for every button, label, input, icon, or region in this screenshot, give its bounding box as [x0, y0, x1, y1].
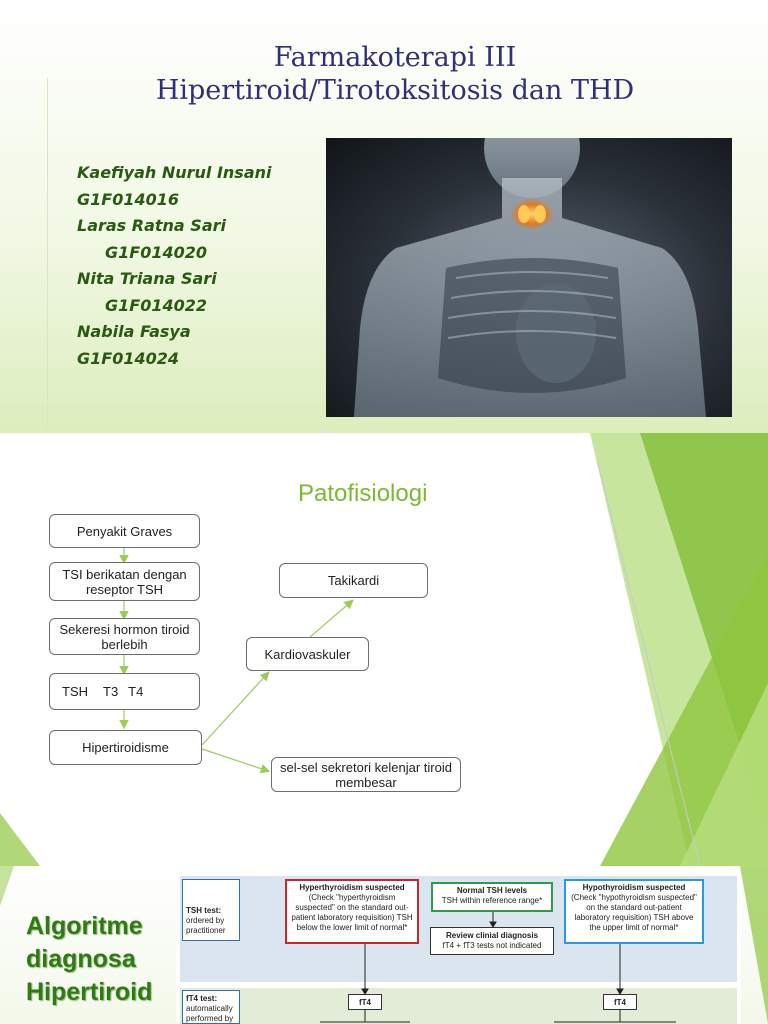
- label-t4: T4: [128, 684, 144, 699]
- slide-title: Patofisiologi: [298, 480, 428, 507]
- tsh-test-bold: TSH test:: [186, 906, 222, 915]
- ft4-test-desc: automatically performed by: [186, 1004, 234, 1023]
- hyper-body: (Check "hyperthyroidism suspected" on the standard out-patient laboratory requisition) TSH below the lower limit of normal*: [291, 893, 413, 932]
- tsh-test-desc: ordered by practitioner: [186, 916, 226, 935]
- algorithm-flowchart: [176, 874, 741, 1024]
- hypo-title: Hypothyroidism suspected: [582, 883, 686, 892]
- box-penyakit-graves: Penyakit Graves: [49, 514, 200, 548]
- author-id: G1F014024: [77, 348, 179, 368]
- box-sekeresi-hormon: Sekeresi hormon tiroid berlebih: [49, 618, 200, 655]
- author-id: G1F014016: [77, 189, 179, 209]
- decorative-line: [47, 78, 48, 428]
- box-sel-sekretori: sel-sel sekretori kelenjar tiroid membesar: [271, 757, 461, 792]
- box-kardiovaskuler: Kardiovaskuler: [246, 637, 369, 671]
- ft4-right-box: fT4: [603, 994, 637, 1010]
- author-id: G1F014020: [105, 242, 207, 262]
- box-takikardi: Takikardi: [279, 563, 428, 598]
- box-tsi-berikatan: TSI berikatan dengan reseptor TSH: [49, 562, 200, 601]
- author-name: Laras Ratna Sari: [77, 216, 226, 235]
- label-tsh: TSH: [62, 684, 88, 699]
- slide-title: [26, 910, 152, 1009]
- hyper-title: Hyperthyroidism suspected: [299, 883, 405, 892]
- algorithm-connectors: [176, 874, 741, 1024]
- normal-body: TSH within reference range*: [441, 896, 543, 905]
- label-t3: T3: [103, 684, 119, 699]
- author-name: Kaefiyah Nurul Insani: [77, 163, 272, 182]
- review-body: fT4 + fT3 tests not indicated: [442, 941, 542, 950]
- normal-title: Normal TSH levels: [456, 886, 528, 895]
- author-name: Nabila Fasya: [77, 322, 191, 341]
- title-line: Hipertiroid: [26, 978, 153, 1006]
- thyroid-anatomy-image: [326, 138, 732, 417]
- human-torso-icon: [326, 138, 732, 417]
- author-list: [77, 160, 271, 372]
- hypo-body: (Check "hypothyroidism suspected" on the standard out-patient laboratory requisition) TSH above the upper limit of normal*: [571, 893, 697, 932]
- box-hipertiroidisme: Hipertiroidisme: [49, 730, 202, 765]
- ft4-left-box: fT4: [348, 994, 382, 1010]
- author-name: Nita Triana Sari: [77, 269, 217, 288]
- ft4-test-bold: fT4 test:: [186, 994, 218, 1003]
- slide-title-line2: Hipertiroid/Tirotoksitosis dan THD: [155, 75, 635, 106]
- title-line: diagnosa: [26, 945, 136, 973]
- algorithm-slide: [0, 866, 768, 1024]
- slide-title-line1: Farmakoterapi III: [273, 42, 517, 73]
- pathophysiology-slide: [0, 433, 768, 866]
- author-id: G1F014022: [105, 295, 207, 315]
- review-title: Review clinial diagnosis: [445, 931, 539, 940]
- title-line: Algoritme: [26, 912, 143, 940]
- box-tsh-t3-t4: [49, 673, 200, 710]
- title-slide: [0, 0, 768, 433]
